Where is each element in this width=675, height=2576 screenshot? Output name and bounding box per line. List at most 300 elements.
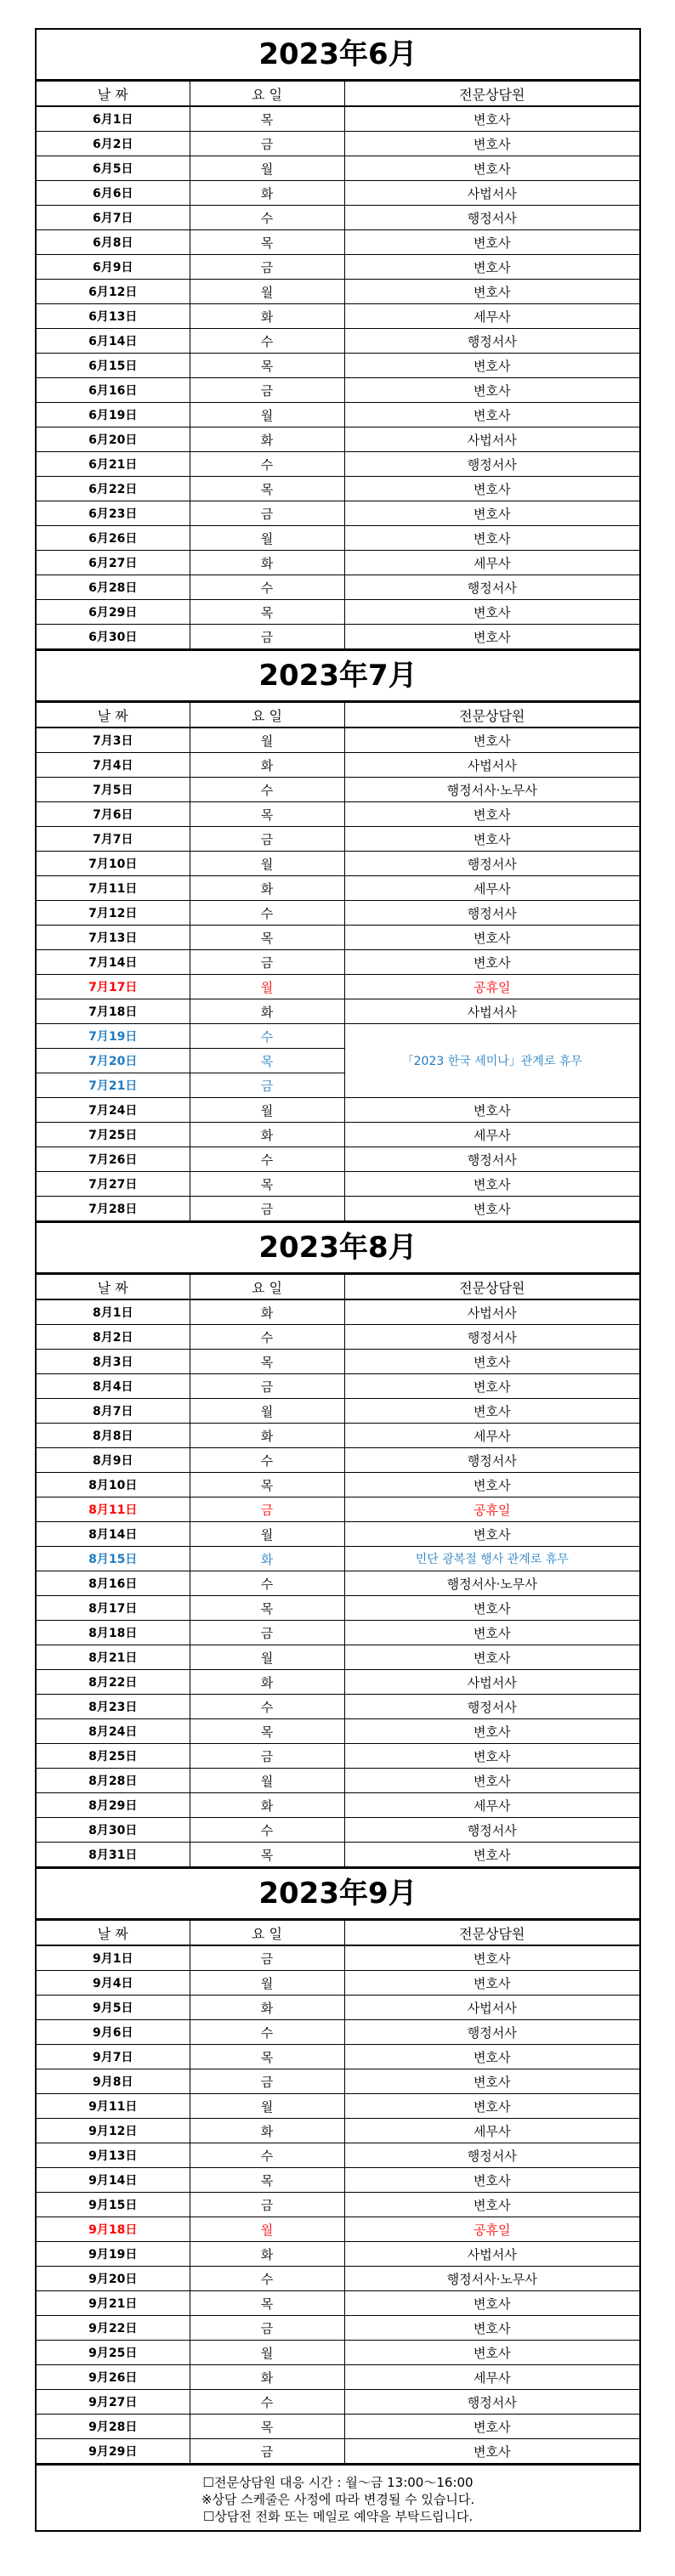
date-cell: 6月16日	[37, 378, 190, 403]
date-cell: 6月6日	[37, 181, 190, 206]
table-row	[37, 551, 639, 575]
date-cell: 7月25日	[37, 1123, 190, 1147]
date-cell: 7月5日	[37, 778, 190, 802]
date-cell: 8月14日	[37, 1522, 190, 1547]
counselor-cell: 변호사	[344, 600, 639, 625]
day-cell: 화	[190, 1793, 344, 1818]
table-row	[37, 1793, 639, 1818]
day-cell: 목	[190, 2045, 344, 2069]
table-row	[37, 1197, 639, 1221]
table-row	[37, 2415, 639, 2439]
table-row	[37, 304, 639, 329]
table-row	[37, 1424, 639, 1448]
date-cell: 6月7日	[37, 206, 190, 230]
date-cell: 9月25日	[37, 2341, 190, 2365]
counselor-cell: 변호사	[344, 1596, 639, 1621]
table-row	[37, 1719, 639, 1744]
table-row	[37, 2119, 639, 2143]
header-date: 날 짜	[37, 82, 190, 107]
counselor-cell: 변호사	[344, 354, 639, 378]
date-cell: 7月6日	[37, 802, 190, 827]
table-row	[37, 1473, 639, 1497]
counselor-cell: 변호사	[344, 1172, 639, 1197]
table-row	[37, 1399, 639, 1424]
date-cell: 8月1日	[37, 1299, 190, 1325]
table-row	[37, 1299, 639, 1325]
counselor-cell: 공휴일	[344, 1497, 639, 1522]
table-row	[37, 901, 639, 926]
day-cell: 목	[190, 1350, 344, 1374]
day-cell: 목	[190, 926, 344, 950]
table-row	[37, 1571, 639, 1596]
counselor-cell: 변호사	[344, 1719, 639, 1744]
day-cell: 금	[190, 827, 344, 852]
date-cell: 6月29日	[37, 600, 190, 625]
date-cell: 8月11日	[37, 1497, 190, 1522]
day-cell: 수	[190, 2020, 344, 2045]
date-cell: 7月21日	[37, 1073, 190, 1098]
table-row	[37, 2143, 639, 2168]
date-cell: 7月27日	[37, 1172, 190, 1197]
month-block	[37, 1869, 639, 2466]
header-day: 요 일	[190, 1921, 344, 1946]
date-cell: 8月9日	[37, 1448, 190, 1473]
day-cell: 월	[190, 403, 344, 427]
table-row	[37, 999, 639, 1024]
counselor-cell: 변호사	[344, 950, 639, 975]
day-cell: 금	[190, 1197, 344, 1221]
table-row	[37, 1325, 639, 1350]
counselor-cell: 사법서사	[344, 427, 639, 452]
table-row	[37, 2193, 639, 2217]
date-cell: 8月3日	[37, 1350, 190, 1374]
day-cell: 금	[190, 1073, 344, 1098]
date-cell: 7月12日	[37, 901, 190, 926]
table-row	[37, 156, 639, 181]
counselor-cell: 행정서사	[344, 452, 639, 477]
counselor-cell: 변호사	[344, 1769, 639, 1793]
day-cell: 금	[190, 625, 344, 649]
date-cell: 8月21日	[37, 1645, 190, 1670]
day-cell: 화	[190, 1547, 344, 1571]
date-cell: 9月21日	[37, 2291, 190, 2316]
date-cell: 9月6日	[37, 2020, 190, 2045]
counselor-cell: 행정서사·노무사	[344, 2267, 639, 2291]
counselor-cell: 행정서사	[344, 206, 639, 230]
date-cell: 6月20日	[37, 427, 190, 452]
date-cell: 7月4日	[37, 753, 190, 778]
counselor-cell: 행정서사	[344, 2020, 639, 2045]
date-cell: 7月10日	[37, 852, 190, 876]
month-block	[37, 651, 639, 1223]
date-cell: 6月1日	[37, 106, 190, 132]
date-cell: 6月19日	[37, 403, 190, 427]
counselor-cell: 변호사	[344, 255, 639, 280]
table-header-row	[37, 1275, 639, 1300]
date-cell: 7月18日	[37, 999, 190, 1024]
header-counselor: 전문상담원	[344, 703, 639, 728]
date-cell: 8月24日	[37, 1719, 190, 1744]
day-cell: 목	[190, 1473, 344, 1497]
month-block	[37, 30, 639, 651]
table-row	[37, 1945, 639, 1971]
date-cell: 9月15日	[37, 2193, 190, 2217]
date-cell: 8月28日	[37, 1769, 190, 1793]
day-cell: 목	[190, 1049, 344, 1073]
date-cell: 6月12日	[37, 280, 190, 304]
date-cell: 9月13日	[37, 2143, 190, 2168]
day-cell: 목	[190, 1172, 344, 1197]
schedule-table	[37, 81, 639, 649]
day-cell: 목	[190, 1719, 344, 1744]
day-cell: 화	[190, 1996, 344, 2020]
day-cell: 금	[190, 2316, 344, 2341]
counselor-cell: 변호사	[344, 625, 639, 649]
day-cell: 목	[190, 477, 344, 501]
day-cell: 수	[190, 901, 344, 926]
day-cell: 월	[190, 852, 344, 876]
counselor-cell: 변호사	[344, 1522, 639, 1547]
table-row	[37, 728, 639, 753]
date-cell: 7月20日	[37, 1049, 190, 1073]
day-cell: 금	[190, 132, 344, 156]
day-cell: 화	[190, 551, 344, 575]
date-cell: 6月28日	[37, 575, 190, 600]
table-row	[37, 181, 639, 206]
day-cell: 월	[190, 2094, 344, 2119]
table-row	[37, 2316, 639, 2341]
date-cell: 9月28日	[37, 2415, 190, 2439]
day-cell: 월	[190, 1971, 344, 1996]
date-cell: 8月22日	[37, 1670, 190, 1695]
counselor-cell: 변호사	[344, 1350, 639, 1374]
date-cell: 6月27日	[37, 551, 190, 575]
table-row	[37, 876, 639, 901]
counselor-cell: 변호사	[344, 2193, 639, 2217]
date-cell: 8月16日	[37, 1571, 190, 1596]
day-cell: 화	[190, 999, 344, 1024]
table-row	[37, 600, 639, 625]
date-cell: 9月22日	[37, 2316, 190, 2341]
date-cell: 9月20日	[37, 2267, 190, 2291]
date-cell: 7月26日	[37, 1147, 190, 1172]
day-cell: 월	[190, 975, 344, 999]
table-row	[37, 802, 639, 827]
table-row	[37, 2045, 639, 2069]
date-cell: 8月31日	[37, 1843, 190, 1867]
header-date: 날 짜	[37, 703, 190, 728]
table-row	[37, 1621, 639, 1645]
day-cell: 수	[190, 778, 344, 802]
date-cell: 6月26日	[37, 526, 190, 551]
table-row	[37, 926, 639, 950]
date-cell: 9月27日	[37, 2390, 190, 2415]
counselor-cell: 변호사	[344, 728, 639, 753]
schedule-table	[37, 702, 639, 1221]
month-title: 2023年9月	[37, 1869, 639, 1920]
date-cell: 8月30日	[37, 1818, 190, 1843]
date-cell: 7月7日	[37, 827, 190, 852]
day-cell: 금	[190, 1374, 344, 1399]
date-cell: 9月8日	[37, 2069, 190, 2094]
header-date: 날 짜	[37, 1921, 190, 1946]
day-cell: 목	[190, 802, 344, 827]
schedule-table	[37, 1920, 639, 2464]
table-row	[37, 1744, 639, 1769]
counselor-cell: 행정서사·노무사	[344, 1571, 639, 1596]
counselor-cell: 행정서사	[344, 329, 639, 354]
counselor-cell: 변호사	[344, 526, 639, 551]
counselor-cell: 변호사	[344, 926, 639, 950]
table-row	[37, 2390, 639, 2415]
header-day: 요 일	[190, 703, 344, 728]
table-row	[37, 1147, 639, 1172]
day-cell: 화	[190, 427, 344, 452]
day-cell: 월	[190, 526, 344, 551]
day-cell: 목	[190, 230, 344, 255]
counselor-cell: 변호사	[344, 1945, 639, 1971]
counselor-cell: 행정서사	[344, 1325, 639, 1350]
table-row	[37, 1547, 639, 1571]
counselor-cell: 변호사	[344, 1621, 639, 1645]
date-cell: 6月15日	[37, 354, 190, 378]
day-cell: 금	[190, 1945, 344, 1971]
months-container	[37, 30, 639, 2466]
counselor-cell: 변호사	[344, 1744, 639, 1769]
counselor-cell: 변호사	[344, 477, 639, 501]
day-cell: 월	[190, 1769, 344, 1793]
month-title: 2023年8月	[37, 1223, 639, 1274]
day-cell: 화	[190, 1670, 344, 1695]
day-cell: 수	[190, 2267, 344, 2291]
day-cell: 수	[190, 329, 344, 354]
counselor-cell: 변호사	[344, 230, 639, 255]
table-row	[37, 1769, 639, 1793]
date-cell: 7月19日	[37, 1024, 190, 1049]
day-cell: 수	[190, 1448, 344, 1473]
date-cell: 8月25日	[37, 1744, 190, 1769]
date-cell: 7月11日	[37, 876, 190, 901]
date-cell: 9月12日	[37, 2119, 190, 2143]
date-cell: 8月23日	[37, 1695, 190, 1719]
counselor-cell: 세무사	[344, 304, 639, 329]
counselor-cell: 변호사	[344, 1473, 639, 1497]
table-row	[37, 1695, 639, 1719]
date-cell: 8月17日	[37, 1596, 190, 1621]
counselor-cell: 변호사	[344, 2415, 639, 2439]
table-row	[37, 255, 639, 280]
date-cell: 7月13日	[37, 926, 190, 950]
table-row	[37, 1818, 639, 1843]
date-cell: 8月7日	[37, 1399, 190, 1424]
table-row	[37, 2365, 639, 2390]
counselor-cell: 변호사	[344, 132, 639, 156]
counselor-cell: 행정서사	[344, 1695, 639, 1719]
date-cell: 8月15日	[37, 1547, 190, 1571]
footer-notes	[37, 2466, 639, 2530]
table-row	[37, 378, 639, 403]
day-cell: 목	[190, 600, 344, 625]
schedule-sheet	[35, 28, 641, 2532]
day-cell: 금	[190, 255, 344, 280]
counselor-cell: 사법서사	[344, 2242, 639, 2267]
counselor-cell: 변호사	[344, 378, 639, 403]
day-cell: 월	[190, 280, 344, 304]
table-row	[37, 132, 639, 156]
counselor-cell: 변호사	[344, 1971, 639, 1996]
counselor-cell: 변호사	[344, 2316, 639, 2341]
counselor-cell: 세무사	[344, 1424, 639, 1448]
date-cell: 8月29日	[37, 1793, 190, 1818]
table-row	[37, 2291, 639, 2316]
footer-reservation-notice: ☐상담전 전화 또는 메일로 예약을 부탁드립니다.	[202, 2509, 474, 2524]
day-cell: 화	[190, 1123, 344, 1147]
date-cell: 9月29日	[37, 2439, 190, 2464]
day-cell: 화	[190, 753, 344, 778]
date-cell: 9月4日	[37, 1971, 190, 1996]
date-cell: 9月5日	[37, 1996, 190, 2020]
counselor-cell: 사법서사	[344, 1670, 639, 1695]
table-row	[37, 1670, 639, 1695]
counselor-cell: 민단 광복절 행사 관계로 휴무	[344, 1547, 639, 1571]
table-row	[37, 753, 639, 778]
day-cell: 목	[190, 2291, 344, 2316]
table-header-row	[37, 703, 639, 728]
counselor-cell: 사법서사	[344, 753, 639, 778]
day-cell: 화	[190, 2242, 344, 2267]
day-cell: 수	[190, 1571, 344, 1596]
day-cell: 목	[190, 1843, 344, 1867]
table-row	[37, 1172, 639, 1197]
table-row	[37, 1123, 639, 1147]
day-cell: 화	[190, 1424, 344, 1448]
day-cell: 수	[190, 1818, 344, 1843]
day-cell: 수	[190, 1147, 344, 1172]
day-cell: 수	[190, 206, 344, 230]
day-cell: 금	[190, 1744, 344, 1769]
footer-change-notice: ※상담 스케줄은 사정에 따라 변경될 수 있습니다.	[201, 2492, 475, 2507]
table-row	[37, 1350, 639, 1374]
day-cell: 화	[190, 2119, 344, 2143]
date-cell: 6月30日	[37, 625, 190, 649]
day-cell: 화	[190, 876, 344, 901]
counselor-cell: 변호사	[344, 501, 639, 526]
counselor-cell: 공휴일	[344, 2217, 639, 2242]
date-cell: 9月1日	[37, 1945, 190, 1971]
table-row	[37, 1971, 639, 1996]
counselor-cell: 행정서사	[344, 1818, 639, 1843]
table-row	[37, 280, 639, 304]
table-row	[37, 1448, 639, 1473]
counselor-cell: 행정서사	[344, 2143, 639, 2168]
day-cell: 월	[190, 1098, 344, 1123]
date-cell: 8月2日	[37, 1325, 190, 1350]
table-row	[37, 1522, 639, 1547]
counselor-cell: 세무사	[344, 2119, 639, 2143]
table-row	[37, 2341, 639, 2365]
day-cell: 화	[190, 181, 344, 206]
counselor-cell: 변호사	[344, 1843, 639, 1867]
day-cell: 금	[190, 2193, 344, 2217]
day-cell: 월	[190, 2341, 344, 2365]
table-header-row	[37, 82, 639, 107]
date-cell: 7月28日	[37, 1197, 190, 1221]
date-cell: 6月22日	[37, 477, 190, 501]
date-cell: 7月17日	[37, 975, 190, 999]
table-row	[37, 2168, 639, 2193]
table-row	[37, 2094, 639, 2119]
day-cell: 수	[190, 2143, 344, 2168]
date-cell: 6月8日	[37, 230, 190, 255]
date-cell: 6月5日	[37, 156, 190, 181]
table-row	[37, 778, 639, 802]
date-cell: 8月10日	[37, 1473, 190, 1497]
header-day: 요 일	[190, 82, 344, 107]
table-row	[37, 975, 639, 999]
table-row	[37, 477, 639, 501]
counselor-cell: 세무사	[344, 1123, 639, 1147]
counselor-cell: 변호사	[344, 2069, 639, 2094]
day-cell: 수	[190, 1325, 344, 1350]
month-title: 2023年6月	[37, 30, 639, 81]
table-row	[37, 2069, 639, 2094]
table-row	[37, 1596, 639, 1621]
day-cell: 수	[190, 1024, 344, 1049]
date-cell: 6月2日	[37, 132, 190, 156]
counselor-cell: 사법서사	[344, 999, 639, 1024]
counselor-cell: 변호사	[344, 1399, 639, 1424]
month-block	[37, 1223, 639, 1869]
counselor-cell: 세무사	[344, 551, 639, 575]
counselor-cell: 변호사	[344, 403, 639, 427]
day-cell: 수	[190, 575, 344, 600]
table-row	[37, 827, 639, 852]
table-row	[37, 1374, 639, 1399]
counselor-cell: 사법서사	[344, 1996, 639, 2020]
table-row	[37, 2217, 639, 2242]
table-row	[37, 526, 639, 551]
counselor-cell: 변호사	[344, 827, 639, 852]
header-counselor: 전문상담원	[344, 1275, 639, 1300]
counselor-cell: 세무사	[344, 876, 639, 901]
counselor-cell: 변호사	[344, 280, 639, 304]
table-row	[37, 230, 639, 255]
table-row	[37, 206, 639, 230]
counselor-cell: 행정서사	[344, 2390, 639, 2415]
date-cell: 8月18日	[37, 1621, 190, 1645]
table-row	[37, 625, 639, 649]
day-cell: 화	[190, 2365, 344, 2390]
counselor-cell: 변호사	[344, 802, 639, 827]
day-cell: 월	[190, 2217, 344, 2242]
day-cell: 월	[190, 1399, 344, 1424]
day-cell: 화	[190, 304, 344, 329]
date-cell: 9月7日	[37, 2045, 190, 2069]
table-row	[37, 1843, 639, 1867]
day-cell: 월	[190, 156, 344, 181]
day-cell: 수	[190, 452, 344, 477]
day-cell: 금	[190, 1497, 344, 1522]
counselor-cell: 행정서사	[344, 1448, 639, 1473]
date-cell: 9月14日	[37, 2168, 190, 2193]
counselor-cell: 사법서사	[344, 181, 639, 206]
day-cell: 목	[190, 106, 344, 132]
date-cell: 6月9日	[37, 255, 190, 280]
day-cell: 금	[190, 950, 344, 975]
day-cell: 월	[190, 1645, 344, 1670]
table-header-row	[37, 1921, 639, 1946]
closure-note-cell: 「2023 한국 세미나」관계로 휴무	[344, 1024, 639, 1098]
